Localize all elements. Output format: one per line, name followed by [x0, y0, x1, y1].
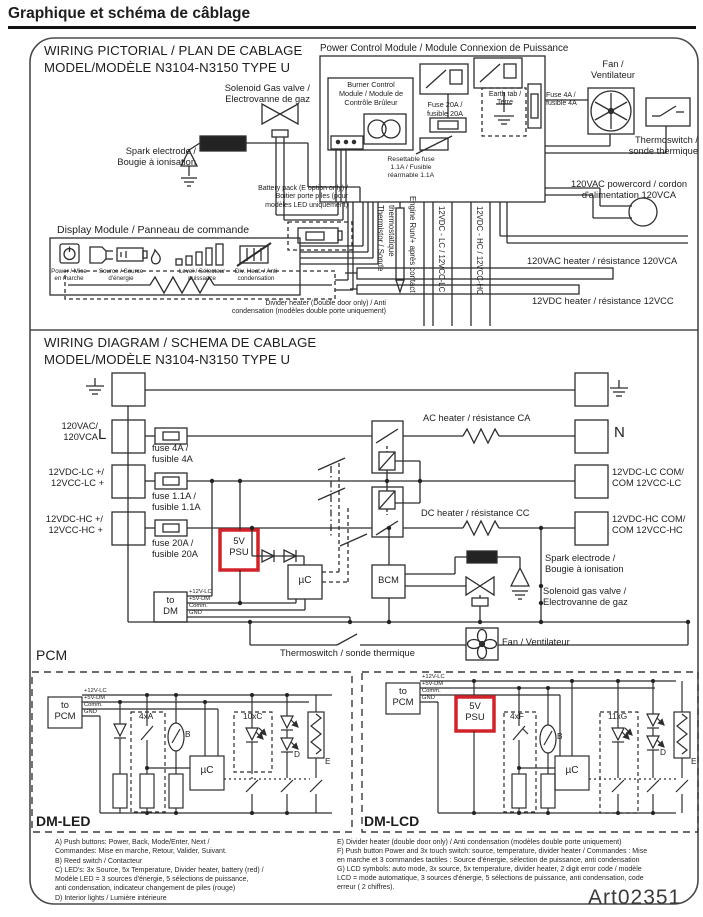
pcm-section-label: PCM: [36, 647, 68, 663]
lcd-wire-label-gnd: GND: [422, 695, 435, 701]
12vdc-hc-plus-label: 12VDC-HC +/ 12VCC-HC +: [45, 514, 103, 536]
pcm-title: Power Control Module / Module Connexion de Puissance: [320, 43, 569, 54]
led-wire-label-5v: +5V-DM: [84, 695, 106, 701]
ignition-coil-icon: [467, 551, 497, 563]
120vac-terminal-label: 120VAC/ 120VCA: [61, 421, 98, 443]
powercord-label: 120VAC powercord / cordon d'alimentation 120VCA: [570, 179, 688, 201]
thermoswitch-icon: [337, 634, 357, 645]
11xg-label: 11xG: [608, 711, 628, 721]
diagram-title: WIRING DIAGRAM / SCHEMA DE CABLAGE MODEL/MODÈLE N3104-N3150 TYPE U: [44, 335, 317, 367]
resettable-fuse-label: Resettable fuse 1.1A / Fusible réarmable 1.1A: [387, 156, 435, 180]
engine-run-label: Engine Run/+ après contact: [408, 196, 417, 293]
ground-icon: [610, 380, 628, 396]
wire-label-5v-dm: +5V-DM: [189, 596, 211, 602]
ac-heater-label: AC heater / résistance CA: [423, 413, 531, 423]
12vdc-hc-com-label: 12VDC-HC COM/ COM 12VCC-HC: [612, 514, 686, 536]
level-bars-icon: [176, 244, 223, 265]
fuse-icon: [155, 473, 187, 489]
fan-diagram-label: Fan / Ventilateur: [502, 637, 570, 647]
e-label: E: [691, 756, 697, 766]
page-title: Graphique et schéma de câblage: [8, 5, 251, 22]
psu-label: 5V PSU: [465, 701, 485, 724]
fuse-icon: [155, 520, 187, 536]
ground-icon: [86, 378, 104, 394]
12vdc-lc-plus-label: 12VDC-LC +/ 12VCC-LC +: [48, 467, 104, 489]
fuse-4a-label: fuse 4A / fusible 4A: [152, 443, 193, 465]
dm-led-frame: [32, 672, 352, 832]
diode-icon: [252, 528, 304, 565]
reed-switch-icon: [540, 688, 556, 813]
uc-label: µC: [200, 765, 214, 776]
d-label: D: [294, 749, 300, 759]
to-pcm-label: to PCM: [392, 686, 414, 709]
footnote-f: F) Push button Power and 3x touch switch: source, temperature, divider heater / Commandes : Mise en marche et 3 commandes tactiles : Source d'énergie, sélection de puissance, anti condensation: [337, 848, 648, 864]
led-wire-label-comm: Comm.: [84, 702, 103, 708]
footnote-b: B) Reed switch / Contacteur: [55, 858, 143, 865]
uc-label: µC: [298, 575, 312, 586]
spark-electrode-icon: [511, 568, 529, 599]
level-button-label: Level / Sélecteur puissance: [178, 268, 226, 283]
solenoid-label: Solenoid Gas valve / Electrovanne de gaz: [224, 83, 310, 105]
dm-section-frames: [32, 672, 698, 832]
b-label: B: [557, 731, 563, 741]
relay-icon: [420, 64, 468, 94]
thermistor-label: Thermistor / Sonde thermostatique: [376, 205, 396, 272]
solenoid-valve-icon: [405, 577, 494, 622]
fan-label: Fan / Ventilateur: [591, 59, 635, 81]
10xc-label: 10xC: [243, 711, 263, 721]
pictorial-title: WIRING PICTORIAL / PLAN DE CABLAGE MODEL/MODÈLE N3104-N3150 TYPE U: [44, 43, 303, 75]
interior-light-resistor: [674, 681, 690, 813]
lcd-symbol-group: [600, 681, 638, 813]
ac-heater-resistor-icon: [463, 429, 499, 443]
footnote-g: G) LCD symbols: auto mode, 3x source, 5x temperature, divider heater, 2 digit error code / modèle LCD = mode automatique, 3 sources d'énergie, 5 sélections de puissance, anti condensation, code erreur ( 2 chiffres).: [337, 866, 644, 891]
4xa-label: 4xA: [139, 711, 154, 721]
dm-lcd-section-label: DM-LCD: [364, 813, 420, 829]
12vdc-hc-label: 12VDC - HC / 12VCC-HC: [475, 206, 484, 295]
display-module-label: Display Module / Panneau de commande: [57, 224, 250, 236]
uc-label: µC: [565, 765, 579, 776]
lcd-wire-label-5v: +5V-DM: [422, 681, 444, 687]
uc-control-lines: [322, 462, 348, 582]
power-icon: [60, 244, 79, 263]
thermoswitch-label: Thermoswitch / sonde thermique: [628, 135, 698, 157]
fuse-icon: [155, 428, 187, 444]
fuse20-label: Fuse 20A / fusible 20A: [426, 100, 464, 118]
to-dm-label: to DM: [163, 595, 178, 618]
led-wire-label-gnd: GND: [84, 709, 97, 715]
fuse4-label: Fuse 4A / fusible 4A: [546, 92, 577, 108]
dc-heater-label: DC heater / résistance CC: [421, 508, 530, 518]
12vdc-lc-com-label: 12VDC-LC COM/ COM 12VCC-LC: [612, 467, 684, 489]
interior-light-resistor: [308, 695, 324, 813]
wire-label-comm: Comm.: [189, 603, 208, 609]
wire-label-12v-lc: +12V-LC: [189, 589, 212, 595]
relay-icon: [372, 421, 403, 481]
thermoswitch-diagram-label: Thermoswitch / sonde thermique: [280, 648, 415, 658]
display-wire-bundle: [300, 202, 378, 264]
b-label: B: [185, 729, 191, 739]
4xf-label: 4xF: [510, 711, 524, 721]
e-label: E: [325, 756, 331, 766]
heater-12vdc-label: 12VDC heater / résistance 12VCC: [532, 296, 674, 306]
bcm-label: BCM: [378, 575, 399, 585]
fan-icon: [588, 88, 634, 134]
heater-120vac-label: 120VAC heater / résistance 120VCA: [527, 256, 678, 266]
spark-label: Spark electrode / Bougie à ionisation: [117, 146, 196, 168]
fuse-1-1a-label: fuse 1.1A / fusible 1.1A: [152, 491, 201, 513]
to-pcm-label: to PCM: [54, 700, 76, 723]
footnote-a: A) Push buttons: Power, Back, Mode/Enter, Next / Commandes: Mise en marche, Retour, Valider, Suivant.: [55, 839, 227, 855]
d-label: D: [660, 747, 666, 757]
divider-heat-button-label: Div. Heat. / Anti condensation: [234, 268, 278, 283]
12vdc-lc-label: 12VDC - LC / 12VCC-LC: [437, 206, 446, 293]
footnote-c: C) LED's: 3x Source, 5x Temperature, Divider heater, battery (red) / Modèle LED = 3 sources d'énergie, 5 sélections de puissance, anti condensation, indicateur changement de piles (rouge): [55, 867, 264, 892]
burner-label: Burner Control Module / Module de Contrôle Brûleur: [338, 80, 404, 107]
spark-electrode-label: Spark electrode / Bougie à ionisation: [545, 553, 624, 575]
earth-label: Earth tab / Terre: [488, 91, 522, 107]
footnote-e: E) Divider heater (double door only) / Anti condensation (modèles double porte uniquement): [337, 839, 622, 846]
resettable-fuse-icon: [416, 136, 452, 154]
line-terminal-label: L: [98, 426, 107, 443]
reed-switch-icon: [168, 695, 184, 813]
neutral-terminal-label: N: [614, 424, 625, 441]
wire-label-gnd: GND: [189, 610, 202, 616]
divider-heater-label: Divider heater (Double door only) / Anti condensation (modèles double porte uniquement): [231, 300, 386, 316]
relay-icon: [474, 58, 522, 88]
touch-switch-group: [504, 688, 555, 813]
lcd-wire-label-comm: Comm.: [422, 688, 441, 694]
fuse-20a-label: fuse 20A / fusible 20A: [152, 538, 198, 560]
power-button-label: Power / Mise en marche: [51, 268, 87, 283]
switch-icon: [318, 458, 367, 546]
art-number: Art02351: [588, 886, 682, 909]
thermoswitch-icon: [646, 98, 690, 126]
source-button-label: Source / Source d'énergie: [98, 268, 144, 283]
led-wire-label-12v: +12V-LC: [84, 688, 107, 694]
diode-icon: [113, 702, 127, 813]
psu-label: 5V PSU: [229, 536, 249, 559]
lcd-wire-label-12v: +12V-LC: [422, 674, 445, 680]
divider-heater-icon: [237, 243, 271, 266]
battery-pack-label: Battery pack (E option only) / Boitier porte piles (pour modèles LED uniquement): [258, 185, 348, 209]
plug-battery-flame-icon: [90, 247, 160, 264]
fuse-4a-icon: [528, 84, 541, 128]
footnote-d: D) Interior lights / Lumière intérieure: [55, 895, 167, 902]
solenoid-valve-label: Solenoid gas valve / Electrovanne de gaz: [543, 586, 628, 608]
fan-icon: [466, 628, 498, 660]
dm-led-section-label: DM-LED: [36, 813, 91, 829]
dc-heater-resistor-icon: [463, 521, 499, 535]
